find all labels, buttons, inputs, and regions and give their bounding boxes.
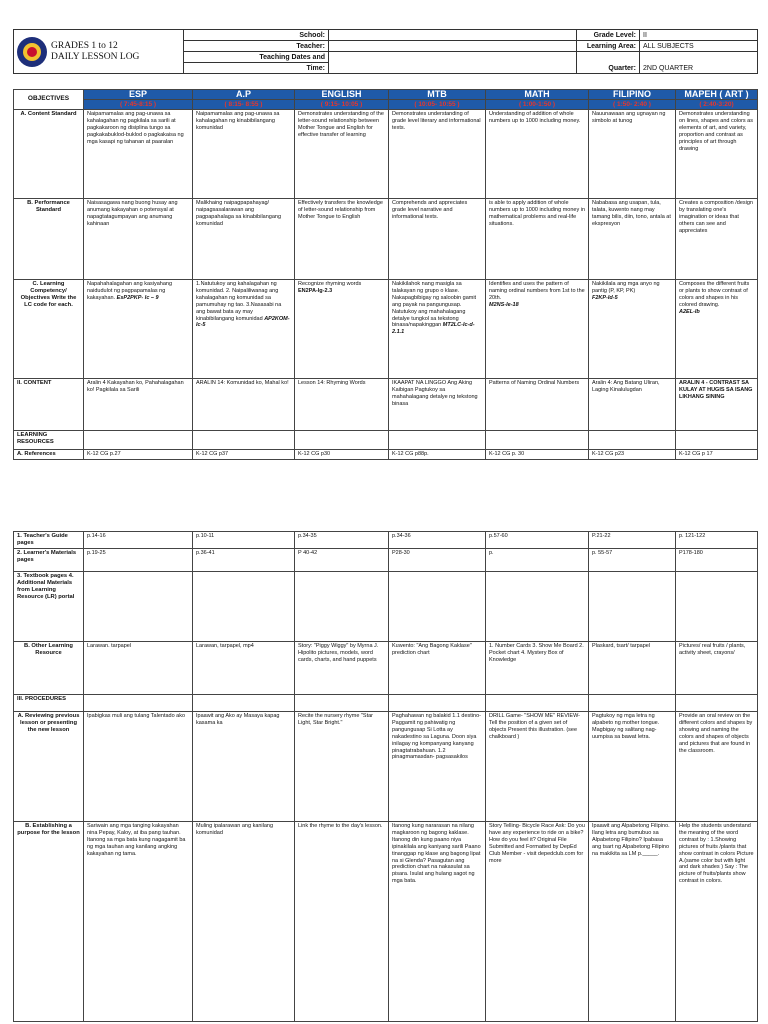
- cell-math: p.57-60: [486, 532, 589, 549]
- cell-esp: Naisasagawa nang buong husay ang anumang kakayahan o potensyal at napagtatagumpayan ang anumang kahinaan: [84, 199, 193, 280]
- lc-text: Nakikilala ang mga anyo ng pantig (P, KP, PK): [592, 281, 660, 294]
- cell-mapeh: Help the students understand the meaning of the word contrast by : 1.Showing pictures of fruits /plants that show contrast in colors Picture A.(same color but with light and dark shades ) Say : The picture of fruits/plants show contrast in colors.: [676, 822, 758, 1022]
- lc-code: EN2PA-Ig-2.3: [298, 287, 333, 294]
- table-row: [14, 431, 758, 450]
- subject-ap: A.P: [193, 90, 295, 100]
- cell-empty: [486, 431, 589, 450]
- cell-math: DRILL Game- "SHOW ME" REVIEW- Tell the position of a given set of objects Present this illustration. (see chalkboard ): [486, 712, 589, 822]
- subject-english: ENGLISH: [295, 90, 389, 100]
- cell-english: Recite the nursery rhyme "Star Light, Star Bright.": [295, 712, 389, 822]
- row-label-content-standard: A. Content Standard: [14, 110, 84, 199]
- cell-empty: [84, 431, 193, 450]
- cell-ap: [193, 280, 295, 379]
- row-label-other-learning-resource: B. Other Learning Resource: [14, 642, 84, 695]
- teaching-dates-value[interactable]: [329, 52, 577, 74]
- row-label-teachers-guide: 1. Teacher's Guide pages: [14, 532, 84, 549]
- cell-esp: Aralin 4 Kakayahan ko, Pahahalagahan ko! Pagkilala sa Sarili: [84, 379, 193, 431]
- lesson-log-table-2: [13, 531, 758, 1022]
- table-row: [14, 450, 758, 460]
- cell-empty: [589, 695, 676, 712]
- school-value[interactable]: [329, 30, 577, 41]
- cell-filipino: Nauunawaan ang ugnayan ng simbolo at tunog: [589, 110, 676, 199]
- table-row: [14, 280, 758, 379]
- grade-level-label: Grade Level:: [577, 30, 640, 41]
- quarter-label: Quarter:: [577, 52, 640, 74]
- row-label-reviewing: A. Reviewing previous lesson or presenting the new lesson: [14, 712, 84, 822]
- lc-code: AP2KOM-Ic-5: [196, 315, 290, 329]
- time-mapeh: ( 2:40-3:20): [676, 100, 758, 110]
- cell-english: Lesson 14: Rhyming Words: [295, 379, 389, 431]
- cell-math: Story Telling- Bicycle Race Ask: Do you have any experience to ride on a bike? How do you feel it? Original File Submitted and Formatted by DepEd Club Member - visit depedclub.com for more: [486, 822, 589, 1022]
- table-row: [14, 822, 758, 1022]
- lc-text: Nakikilahok nang masigla sa talakayan ng grupo o klase. Nakapagbibigay ng saloobin gamit ang payak na pangungusap. Natutukoy ang mahahalagang detalye tungkol sa tekstong binasa/napakinggan: [392, 281, 477, 329]
- cell-math: 1. Number Cards 3. Show Me Board 2. Pocket chart 4. Mystery Box of Knowledge: [486, 642, 589, 695]
- header-logo-cell: [14, 30, 184, 74]
- row-label-performance-standard: B. Performance Standard: [14, 199, 84, 280]
- cell-english: P 40-42: [295, 549, 389, 572]
- cell-empty: [389, 695, 486, 712]
- cell-mapeh: Provide an oral review on the different colors and shapes by showing and naming the colors and shapes of objects and pictures that are found in the classroom.: [676, 712, 758, 822]
- cell-filipino: Pagtukoy ng mga letra ng alpabeto ng mother tongue. Magbigay ng salitang nag-uumpisa sa bawat letra.: [589, 712, 676, 822]
- cell-mapeh: K-12 CG p 17: [676, 450, 758, 460]
- deped-seal-icon: [17, 37, 47, 67]
- cell-filipino: [589, 572, 676, 642]
- subject-esp: ESP: [84, 90, 193, 100]
- row-label-textbook-lr-portal: 3. Textbook pages 4. Additional Materials from Learning Resource (LR) portal: [14, 572, 84, 642]
- cell-mtb: Comprehends and appreciates grade level narrative and informational texts.: [389, 199, 486, 280]
- cell-ap: Ipaawit ang Ako ay Masaya kapag kasama ka: [193, 712, 295, 822]
- cell-mtb: P28-30: [389, 549, 486, 572]
- cell-mtb: K-12 CG p88p.: [389, 450, 486, 460]
- learning-area-label: Learning Area:: [577, 41, 640, 52]
- row-label-content: II. CONTENT: [14, 379, 84, 431]
- table-row: [14, 572, 758, 642]
- lc-code: EsP2PKP- Ic – 9: [116, 294, 159, 301]
- row-label-learning-competency: C. Learning Competency/ Objectives Write the LC code for each.: [14, 280, 84, 379]
- quarter-value[interactable]: 2ND QUARTER: [640, 52, 758, 74]
- cell-filipino: Nababasa ang usapan, tula, talata, kuwento nang may tamang bilis, diin, tono, antala at ekspresyon: [589, 199, 676, 280]
- cell-filipino: K-12 CG p23: [589, 450, 676, 460]
- cell-mtb: [389, 572, 486, 642]
- cell-esp: p.14-16: [84, 532, 193, 549]
- lc-code: A2EL-Ib: [679, 308, 700, 315]
- cell-mapeh: Pictures/ real fruits / plants, activity sheet, crayons/: [676, 642, 758, 695]
- cell-esp: Larawan. tarpapel: [84, 642, 193, 695]
- cell-ap: ARALIN 14: Komunidad ko, Mahal ko!: [193, 379, 295, 431]
- cell-esp: Ipabigkas muli ang tulang Talentado ako: [84, 712, 193, 822]
- subject-math: MATH: [486, 90, 589, 100]
- cell-empty: [389, 431, 486, 450]
- cell-filipino: Ipaawit ang Alpabetong Filipino. Ilang letra ang bumubuo sa Alpabetong Filipino? Ipabasa ang tsart ng Alpabetong Filipino na makikita sa LM p._____.: [589, 822, 676, 1022]
- row-label-references: A. References: [14, 450, 84, 460]
- cell-english: K-12 CG p30: [295, 450, 389, 460]
- cell-ap: Muling ipalarawan ang kanilang komunidad: [193, 822, 295, 1022]
- lc-code: MT2LC-Ic-d-2.1.1: [392, 322, 475, 336]
- cell-math: K-12 CG p. 30: [486, 450, 589, 460]
- cell-english: p.34-35: [295, 532, 389, 549]
- cell-math: p.: [486, 549, 589, 572]
- lesson-log-table-1: [13, 89, 758, 460]
- table-row: [14, 379, 758, 431]
- header-title-line2: DAILY LESSON LOG: [51, 51, 140, 62]
- table-row: [14, 695, 758, 712]
- cell-math: is able to apply addition of whole numbers up to 1000 including money in mathematical problems and real-life situations.: [486, 199, 589, 280]
- subject-mtb: MTB: [389, 90, 486, 100]
- cell-esp: K-12 CG p.27: [84, 450, 193, 460]
- cell-mtb: [389, 642, 486, 695]
- lc-text: Recognize rhyming words: [298, 281, 362, 287]
- cell-empty: [193, 431, 295, 450]
- cell-esp: [84, 280, 193, 379]
- cell-mtb: IKAAPAT NA LINGGO Ang Aking Kaibigan Pagtukoy sa mahahalagang detalye ng tekstong binasa: [389, 379, 486, 431]
- dll-header: [13, 29, 757, 70]
- row-label-learners-materials: 2. Learner's Materials pages: [14, 549, 84, 572]
- cell-empty: [295, 695, 389, 712]
- teacher-value[interactable]: [329, 41, 577, 52]
- cell-mapeh: ARALIN 4 - CONTRAST SA KULAY AT HUGIS SA ISANG LIKHANG SINING: [676, 379, 758, 431]
- header-title-line1: GRADES 1 to 12: [51, 40, 118, 51]
- cell-english: Demonstrates understanding of the letter-sound relationship between Mother Tongue and English for effective transfer of learning: [295, 110, 389, 199]
- time-math: ( 1:00-1:50 ): [486, 100, 589, 110]
- table-row: [14, 199, 758, 280]
- subject-filipino: FILIPINO: [589, 90, 676, 100]
- resource-text: Kuwento: "Ang Bagong Kaklase" prediction chart: [392, 643, 472, 656]
- cell-ap: Naipamamalas ang pag-unawa sa kahalagahan ng kinabibilangang komunidad: [193, 110, 295, 199]
- cell-english: Link the rhyme to the day's lesson.: [295, 822, 389, 1022]
- cell-math: [486, 572, 589, 642]
- lc-text: Identifies and uses the pattern of naming ordinal numbers from 1st to the 20th.: [489, 281, 585, 301]
- cell-filipino: [589, 280, 676, 379]
- table-row: [14, 549, 758, 572]
- cell-mtb: [389, 280, 486, 379]
- lc-text: Napahahalagahan ang kasiyahang naidudulot ng pagpapamalas ng kakayahan.: [87, 281, 173, 301]
- cell-mapeh: Demonstrates understanding on lines, shapes and colors as elements of art, and variety, proportion and contrast as principles of art through drawing: [676, 110, 758, 199]
- cell-math: Understanding of addition of whole numbers up to 1000 including money.: [486, 110, 589, 199]
- cell-empty: [676, 431, 758, 450]
- table-row: [14, 532, 758, 549]
- row-label-learning-resources: LEARNING RESOURCES: [14, 431, 84, 450]
- school-label: School:: [184, 30, 329, 41]
- cell-esp: p.19-25: [84, 549, 193, 572]
- time-mtb: ( 10:05- 10:55 ): [389, 100, 486, 110]
- cell-filipino: Plaskard, tsart/ tarpapel: [589, 642, 676, 695]
- lc-text: 1.Natutukoy ang kahalagahan ng komunidad. 2. Naipaliliwanag ang kahalagahan ng komunidad sa pamumuhay ng tao. 3.Nasasabi na ang bawat bata ay may kinabibilangang komunidad: [196, 281, 282, 322]
- cell-esp: [84, 572, 193, 642]
- cell-mapeh: [676, 572, 758, 642]
- cell-ap: K-12 CG p37: [193, 450, 295, 460]
- grade-level-value[interactable]: II: [640, 30, 758, 41]
- table-row: [14, 642, 758, 695]
- time-english: ( 9:15- 10:05 ): [295, 100, 389, 110]
- cell-esp: Naipamamalas ang pag-unawa sa kahalagahan ng pagkilala sa sarili at pagkakaroon ng disiplina tungo sa pagkakabuklod-buklod o pagkakaisa ng mga kasapi ng tahanan at paaralan: [84, 110, 193, 199]
- table-row: [14, 110, 758, 199]
- cell-ap: p.36-41: [193, 549, 295, 572]
- time-esp: ( 7:45-8:15 ): [84, 100, 193, 110]
- cell-mapeh: Creates a composition /design by translating one's imagination or ideas that others can see and appreciates: [676, 199, 758, 280]
- cell-filipino: P.21-22: [589, 532, 676, 549]
- subject-mapeh: MAPEH ( ART ): [676, 90, 758, 100]
- cell-mtb: Itanong kung nararasan na nilang magkaroon ng bagong kaklase. Itanong din kung paano niya ipinakilala ang kaniyang sarili Paano tinanggap ng klase ang bagong lipat na si Glenda? Pasagutan ang prediction chart na nakasulat sa pisara. Isulat ang hulang sagot ng mga bata.: [389, 822, 486, 1022]
- row-label-establishing-purpose: B. Establishing a purpose for the lesson: [14, 822, 84, 1022]
- cell-math: [486, 280, 589, 379]
- cell-ap: Larawan, tarpapel, mp4: [193, 642, 295, 695]
- cell-mtb: Paghahawan ng balakid 1.1 destino- Paggamit ng pahiwatig ng pangungusap Si Lotta ay nakadestino sa Laguna. Doon siya inilagay ng kompanyang kanyang pinagtatrabahuan. 1.2 pinagmamasdan- pagsasakilos: [389, 712, 486, 822]
- cell-empty: [84, 695, 193, 712]
- cell-english: Story: "Piggy Wiggy" by Myrna J. Hipolito pictures, models, word cards, charts, and hand puppets: [295, 642, 389, 695]
- row-label-procedures: III. PROCEDURES: [14, 695, 84, 712]
- cell-filipino: p. 55-57: [589, 549, 676, 572]
- cell-mapeh: p. 121-122: [676, 532, 758, 549]
- time-ap: ( 8:15- 8:55 ): [193, 100, 295, 110]
- lc-code: F2KP-Id-5: [592, 294, 618, 301]
- cell-mtb: p.34-36: [389, 532, 486, 549]
- cell-empty: [295, 431, 389, 450]
- lc-code: M2NS-Ie-18: [489, 301, 519, 308]
- learning-area-value[interactable]: ALL SUBJECTS: [640, 41, 758, 52]
- cell-ap: p.10-11: [193, 532, 295, 549]
- cell-ap: [193, 572, 295, 642]
- cell-empty: [486, 695, 589, 712]
- objectives-header: OBJECTIVES: [14, 90, 84, 110]
- cell-mtb: Demonstrates understanding of grade level literary and informational texts.: [389, 110, 486, 199]
- cell-empty: [193, 695, 295, 712]
- teacher-label: Teacher:: [184, 41, 329, 52]
- cell-english: [295, 280, 389, 379]
- cell-filipino: Aralin 4: Ang Batang Uliran, Laging Kinalulugdan: [589, 379, 676, 431]
- cell-english: Effectively transfers the knowledge of letter-sound relationship from Mother Tongue to English: [295, 199, 389, 280]
- cell-english: [295, 572, 389, 642]
- cell-math: Patterns of Naming Ordinal Numbers: [486, 379, 589, 431]
- cell-mapeh: [676, 280, 758, 379]
- table-row: [14, 712, 758, 822]
- cell-esp: Sariwain ang mga tanging kakayahan nina Pepay, Kaloy, at iba pang tauhan. Itanong sa mga bata kung nagagamit ba ng mga tauhan ang kanilang angking kakayahan ng tama.: [84, 822, 193, 1022]
- time-filipino: ( 1:50- 2:40 ): [589, 100, 676, 110]
- time-label: Time:: [184, 63, 329, 74]
- lc-text: Composes the different fruits or plants to show contrast of colors and shapes in his colored drawing.: [679, 281, 750, 308]
- cell-mapeh: P178-180: [676, 549, 758, 572]
- teaching-dates-label: Teaching Dates and: [184, 52, 329, 63]
- cell-empty: [589, 431, 676, 450]
- cell-empty: [676, 695, 758, 712]
- cell-ap: Malikhaing naipagpapahayag/ naipagsasalarawan ang pagpapahalaga sa kinabibilangang komunidad: [193, 199, 295, 280]
